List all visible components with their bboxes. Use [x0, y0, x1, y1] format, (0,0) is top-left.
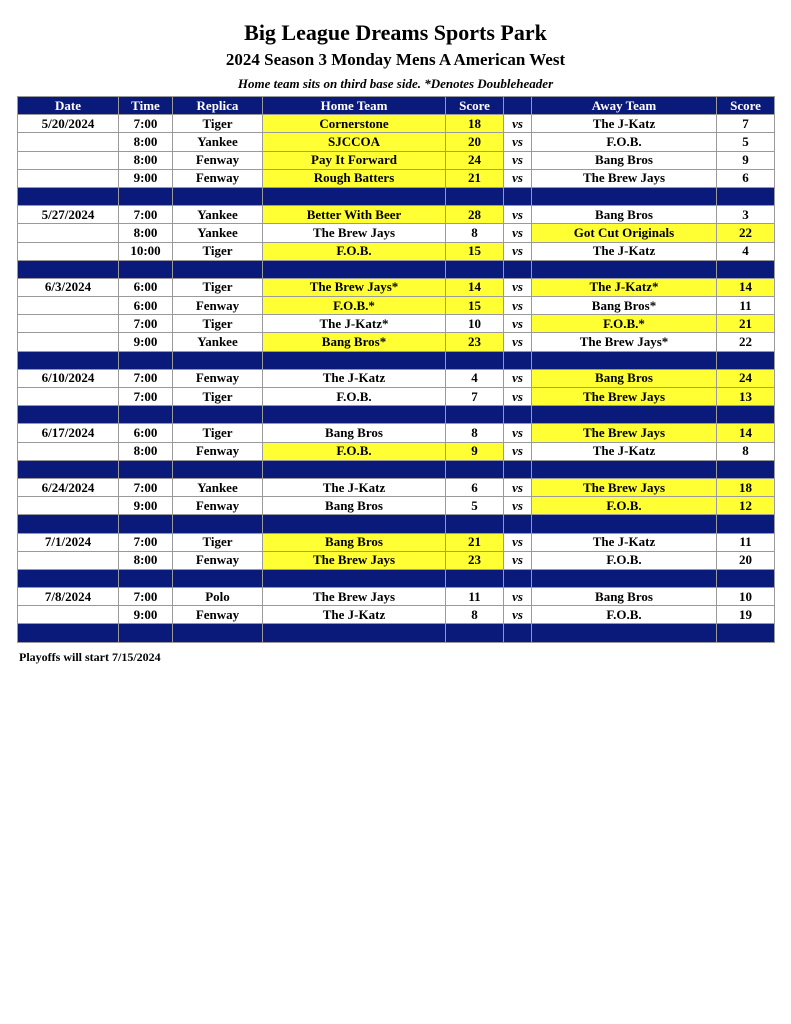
- time-cell: 9:00: [119, 333, 173, 351]
- divider-cell: [532, 624, 717, 642]
- divider-cell: [532, 569, 717, 587]
- home-team-cell: Pay It Forward: [263, 151, 446, 169]
- table-row: [18, 169, 775, 187]
- table-row: [18, 315, 775, 333]
- divider-cell: [119, 624, 173, 642]
- home-team-cell: Rough Batters: [263, 169, 446, 187]
- date-cell: [18, 497, 119, 515]
- vs-cell: vs: [504, 242, 532, 260]
- vs-cell: vs: [504, 551, 532, 569]
- divider-cell: [446, 351, 504, 369]
- date-cell: 6/3/2024: [18, 278, 119, 296]
- table-row: [18, 278, 775, 296]
- replica-cell: Fenway: [173, 442, 263, 460]
- table-row: [18, 224, 775, 242]
- home-team-cell: Cornerstone: [263, 115, 446, 133]
- divider-cell: [504, 406, 532, 424]
- time-cell: 7:00: [119, 388, 173, 406]
- away-score-cell: 12: [717, 497, 775, 515]
- vs-cell: vs: [504, 133, 532, 151]
- replica-cell: Tiger: [173, 242, 263, 260]
- home-score-cell: 28: [446, 206, 504, 224]
- time-cell: 7:00: [119, 115, 173, 133]
- divider-cell: [504, 351, 532, 369]
- week-divider-row: [18, 406, 775, 424]
- page-title: Big League Dreams Sports Park: [244, 20, 547, 45]
- col-time-header: Time: [119, 97, 173, 115]
- table-row: [18, 151, 775, 169]
- divider-cell: [18, 351, 119, 369]
- away-score-cell: 4: [717, 242, 775, 260]
- time-cell: 7:00: [119, 533, 173, 551]
- time-cell: 9:00: [119, 606, 173, 624]
- divider-cell: [504, 624, 532, 642]
- away-score-cell: 8: [717, 442, 775, 460]
- divider-cell: [263, 460, 446, 478]
- vs-cell: vs: [504, 333, 532, 351]
- home-score-cell: 18: [446, 115, 504, 133]
- away-score-cell: 10: [717, 588, 775, 606]
- home-score-cell: 8: [446, 224, 504, 242]
- away-team-cell: The Brew Jays: [532, 169, 717, 187]
- date-cell: 5/27/2024: [18, 206, 119, 224]
- date-cell: 6/10/2024: [18, 369, 119, 387]
- time-cell: 6:00: [119, 424, 173, 442]
- divider-cell: [717, 351, 775, 369]
- date-cell: [18, 242, 119, 260]
- home-score-cell: 6: [446, 478, 504, 496]
- away-team-cell: The J-Katz: [532, 442, 717, 460]
- divider-cell: [446, 624, 504, 642]
- home-score-cell: 5: [446, 497, 504, 515]
- week-divider-row: [18, 460, 775, 478]
- time-cell: 8:00: [119, 442, 173, 460]
- replica-cell: Tiger: [173, 315, 263, 333]
- home-score-cell: 15: [446, 242, 504, 260]
- divider-cell: [263, 260, 446, 278]
- divider-cell: [504, 260, 532, 278]
- away-team-cell: Bang Bros: [532, 151, 717, 169]
- time-cell: 7:00: [119, 206, 173, 224]
- home-score-cell: 23: [446, 333, 504, 351]
- footer-note: Playoffs will start 7/15/2024: [19, 650, 161, 664]
- schedule-body: [18, 115, 775, 642]
- away-score-cell: 7: [717, 115, 775, 133]
- divider-cell: [173, 515, 263, 533]
- away-score-cell: 22: [717, 224, 775, 242]
- vs-cell: vs: [504, 478, 532, 496]
- date-cell: 7/1/2024: [18, 533, 119, 551]
- divider-cell: [446, 187, 504, 205]
- divider-cell: [173, 624, 263, 642]
- table-row: [18, 533, 775, 551]
- divider-cell: [717, 569, 775, 587]
- week-divider-row: [18, 569, 775, 587]
- vs-cell: vs: [504, 442, 532, 460]
- divider-cell: [263, 187, 446, 205]
- home-team-cell: SJCCOA: [263, 133, 446, 151]
- table-row: [18, 206, 775, 224]
- replica-cell: Yankee: [173, 478, 263, 496]
- divider-cell: [504, 187, 532, 205]
- away-team-cell: F.O.B.: [532, 133, 717, 151]
- home-team-cell: Better With Beer: [263, 206, 446, 224]
- replica-cell: Fenway: [173, 551, 263, 569]
- divider-cell: [18, 624, 119, 642]
- date-cell: [18, 606, 119, 624]
- away-team-cell: The Brew Jays: [532, 424, 717, 442]
- vs-cell: vs: [504, 388, 532, 406]
- table-row: [18, 588, 775, 606]
- divider-cell: [504, 515, 532, 533]
- divider-cell: [263, 624, 446, 642]
- table-row: [18, 497, 775, 515]
- replica-cell: Fenway: [173, 497, 263, 515]
- week-divider-row: [18, 515, 775, 533]
- divider-cell: [532, 351, 717, 369]
- away-score-cell: 14: [717, 278, 775, 296]
- divider-cell: [173, 187, 263, 205]
- time-cell: 8:00: [119, 133, 173, 151]
- week-divider-row: [18, 260, 775, 278]
- replica-cell: Yankee: [173, 333, 263, 351]
- divider-cell: [717, 260, 775, 278]
- away-score-cell: 5: [717, 133, 775, 151]
- date-cell: 7/8/2024: [18, 588, 119, 606]
- divider-cell: [18, 260, 119, 278]
- time-cell: 7:00: [119, 478, 173, 496]
- schedule-table: [17, 96, 775, 643]
- col-away-score-header: Score: [717, 97, 775, 115]
- table-row: [18, 551, 775, 569]
- home-team-cell: The J-Katz: [263, 606, 446, 624]
- time-cell: 6:00: [119, 297, 173, 315]
- divider-cell: [504, 569, 532, 587]
- away-team-cell: Got Cut Originals: [532, 224, 717, 242]
- home-team-cell: The Brew Jays: [263, 551, 446, 569]
- divider-cell: [119, 569, 173, 587]
- divider-cell: [446, 515, 504, 533]
- divider-cell: [263, 351, 446, 369]
- table-row: [18, 606, 775, 624]
- date-cell: [18, 169, 119, 187]
- date-cell: [18, 442, 119, 460]
- divider-cell: [717, 187, 775, 205]
- vs-cell: vs: [504, 224, 532, 242]
- vs-cell: vs: [504, 424, 532, 442]
- date-cell: [18, 315, 119, 333]
- vs-cell: vs: [504, 206, 532, 224]
- home-team-cell: F.O.B.*: [263, 297, 446, 315]
- away-team-cell: F.O.B.: [532, 606, 717, 624]
- col-vs-header: [504, 97, 532, 115]
- week-divider-row: [18, 351, 775, 369]
- home-team-cell: The Brew Jays: [263, 224, 446, 242]
- replica-cell: Tiger: [173, 388, 263, 406]
- away-team-cell: The J-Katz: [532, 242, 717, 260]
- time-cell: 7:00: [119, 315, 173, 333]
- away-score-cell: 20: [717, 551, 775, 569]
- home-score-cell: 4: [446, 369, 504, 387]
- vs-cell: vs: [504, 369, 532, 387]
- replica-cell: Yankee: [173, 206, 263, 224]
- away-score-cell: 22: [717, 333, 775, 351]
- home-team-cell: Bang Bros: [263, 497, 446, 515]
- time-cell: 8:00: [119, 551, 173, 569]
- header-note: Home team sits on third base side. *Denotes Doubleheader: [237, 76, 554, 91]
- date-cell: [18, 551, 119, 569]
- away-team-cell: Bang Bros: [532, 369, 717, 387]
- time-cell: 8:00: [119, 151, 173, 169]
- divider-cell: [532, 187, 717, 205]
- home-score-cell: 21: [446, 169, 504, 187]
- vs-cell: vs: [504, 588, 532, 606]
- replica-cell: Fenway: [173, 606, 263, 624]
- replica-cell: Polo: [173, 588, 263, 606]
- time-cell: 6:00: [119, 278, 173, 296]
- home-score-cell: 14: [446, 278, 504, 296]
- col-date-header: Date: [18, 97, 119, 115]
- divider-cell: [173, 569, 263, 587]
- time-cell: 9:00: [119, 497, 173, 515]
- divider-cell: [119, 351, 173, 369]
- vs-cell: vs: [504, 151, 532, 169]
- away-team-cell: F.O.B.: [532, 551, 717, 569]
- away-score-cell: 18: [717, 478, 775, 496]
- table-row: [18, 297, 775, 315]
- replica-cell: Tiger: [173, 533, 263, 551]
- away-score-cell: 19: [717, 606, 775, 624]
- table-row: [18, 242, 775, 260]
- vs-cell: vs: [504, 606, 532, 624]
- home-team-cell: Bang Bros: [263, 533, 446, 551]
- col-replica-header: Replica: [173, 97, 263, 115]
- date-cell: [18, 151, 119, 169]
- home-team-cell: The Brew Jays*: [263, 278, 446, 296]
- time-cell: 9:00: [119, 169, 173, 187]
- away-team-cell: The Brew Jays: [532, 388, 717, 406]
- date-cell: 5/20/2024: [18, 115, 119, 133]
- away-team-cell: F.O.B.*: [532, 315, 717, 333]
- col-home-score-header: Score: [446, 97, 504, 115]
- home-team-cell: F.O.B.: [263, 242, 446, 260]
- divider-cell: [532, 260, 717, 278]
- home-score-cell: 21: [446, 533, 504, 551]
- header-row: [18, 97, 775, 115]
- home-team-cell: The J-Katz: [263, 369, 446, 387]
- home-team-cell: Bang Bros: [263, 424, 446, 442]
- away-score-cell: 9: [717, 151, 775, 169]
- away-team-cell: The Brew Jays: [532, 478, 717, 496]
- date-cell: 6/24/2024: [18, 478, 119, 496]
- replica-cell: Tiger: [173, 278, 263, 296]
- week-divider-row: [18, 187, 775, 205]
- home-score-cell: 20: [446, 133, 504, 151]
- divider-cell: [173, 406, 263, 424]
- divider-cell: [119, 515, 173, 533]
- divider-cell: [532, 515, 717, 533]
- home-score-cell: 7: [446, 388, 504, 406]
- away-score-cell: 21: [717, 315, 775, 333]
- home-score-cell: 10: [446, 315, 504, 333]
- date-cell: [18, 224, 119, 242]
- vs-cell: vs: [504, 278, 532, 296]
- time-cell: 8:00: [119, 224, 173, 242]
- away-team-cell: Bang Bros: [532, 588, 717, 606]
- away-team-cell: The J-Katz: [532, 533, 717, 551]
- replica-cell: Yankee: [173, 133, 263, 151]
- divider-cell: [173, 460, 263, 478]
- date-cell: 6/17/2024: [18, 424, 119, 442]
- home-team-cell: The Brew Jays: [263, 588, 446, 606]
- home-score-cell: 8: [446, 424, 504, 442]
- home-score-cell: 9: [446, 442, 504, 460]
- date-cell: [18, 388, 119, 406]
- replica-cell: Fenway: [173, 369, 263, 387]
- divider-cell: [18, 406, 119, 424]
- away-team-cell: The Brew Jays*: [532, 333, 717, 351]
- table-row: [18, 333, 775, 351]
- away-score-cell: 13: [717, 388, 775, 406]
- divider-cell: [532, 460, 717, 478]
- divider-cell: [119, 260, 173, 278]
- away-score-cell: 3: [717, 206, 775, 224]
- away-team-cell: Bang Bros*: [532, 297, 717, 315]
- away-score-cell: 24: [717, 369, 775, 387]
- home-team-cell: F.O.B.: [263, 388, 446, 406]
- home-score-cell: 8: [446, 606, 504, 624]
- table-row: [18, 388, 775, 406]
- date-cell: [18, 333, 119, 351]
- divider-cell: [119, 406, 173, 424]
- table-row: [18, 424, 775, 442]
- divider-cell: [18, 187, 119, 205]
- vs-cell: vs: [504, 115, 532, 133]
- divider-cell: [18, 569, 119, 587]
- vs-cell: vs: [504, 533, 532, 551]
- home-team-cell: The J-Katz: [263, 478, 446, 496]
- divider-cell: [446, 406, 504, 424]
- replica-cell: Tiger: [173, 424, 263, 442]
- away-team-cell: F.O.B.: [532, 497, 717, 515]
- table-row: [18, 115, 775, 133]
- divider-cell: [717, 515, 775, 533]
- away-score-cell: 11: [717, 297, 775, 315]
- away-team-cell: Bang Bros: [532, 206, 717, 224]
- vs-cell: vs: [504, 169, 532, 187]
- divider-cell: [18, 460, 119, 478]
- away-score-cell: 11: [717, 533, 775, 551]
- replica-cell: Fenway: [173, 169, 263, 187]
- divider-cell: [263, 515, 446, 533]
- col-away-team-header: Away Team: [532, 97, 717, 115]
- away-score-cell: 14: [717, 424, 775, 442]
- home-score-cell: 15: [446, 297, 504, 315]
- replica-cell: Fenway: [173, 297, 263, 315]
- week-divider-row: [18, 624, 775, 642]
- time-cell: 10:00: [119, 242, 173, 260]
- home-score-cell: 23: [446, 551, 504, 569]
- vs-cell: vs: [504, 297, 532, 315]
- table-row: [18, 133, 775, 151]
- vs-cell: vs: [504, 497, 532, 515]
- home-score-cell: 24: [446, 151, 504, 169]
- date-cell: [18, 297, 119, 315]
- home-team-cell: Bang Bros*: [263, 333, 446, 351]
- away-team-cell: The J-Katz*: [532, 278, 717, 296]
- table-row: [18, 478, 775, 496]
- divider-cell: [717, 406, 775, 424]
- vs-cell: vs: [504, 315, 532, 333]
- col-home-team-header: Home Team: [263, 97, 446, 115]
- away-team-cell: The J-Katz: [532, 115, 717, 133]
- time-cell: 7:00: [119, 369, 173, 387]
- replica-cell: Tiger: [173, 115, 263, 133]
- divider-cell: [504, 460, 532, 478]
- divider-cell: [263, 569, 446, 587]
- home-team-cell: F.O.B.: [263, 442, 446, 460]
- divider-cell: [173, 260, 263, 278]
- divider-cell: [717, 624, 775, 642]
- divider-cell: [446, 460, 504, 478]
- divider-cell: [263, 406, 446, 424]
- table-row: [18, 369, 775, 387]
- page-subtitle: 2024 Season 3 Monday Mens A American West: [225, 50, 566, 69]
- table-row: [18, 442, 775, 460]
- replica-cell: Yankee: [173, 224, 263, 242]
- time-cell: 7:00: [119, 588, 173, 606]
- divider-cell: [119, 460, 173, 478]
- divider-cell: [119, 187, 173, 205]
- home-score-cell: 11: [446, 588, 504, 606]
- divider-cell: [717, 460, 775, 478]
- home-team-cell: The J-Katz*: [263, 315, 446, 333]
- divider-cell: [173, 351, 263, 369]
- away-score-cell: 6: [717, 169, 775, 187]
- date-cell: [18, 133, 119, 151]
- divider-cell: [18, 515, 119, 533]
- replica-cell: Fenway: [173, 151, 263, 169]
- divider-cell: [446, 260, 504, 278]
- divider-cell: [446, 569, 504, 587]
- divider-cell: [532, 406, 717, 424]
